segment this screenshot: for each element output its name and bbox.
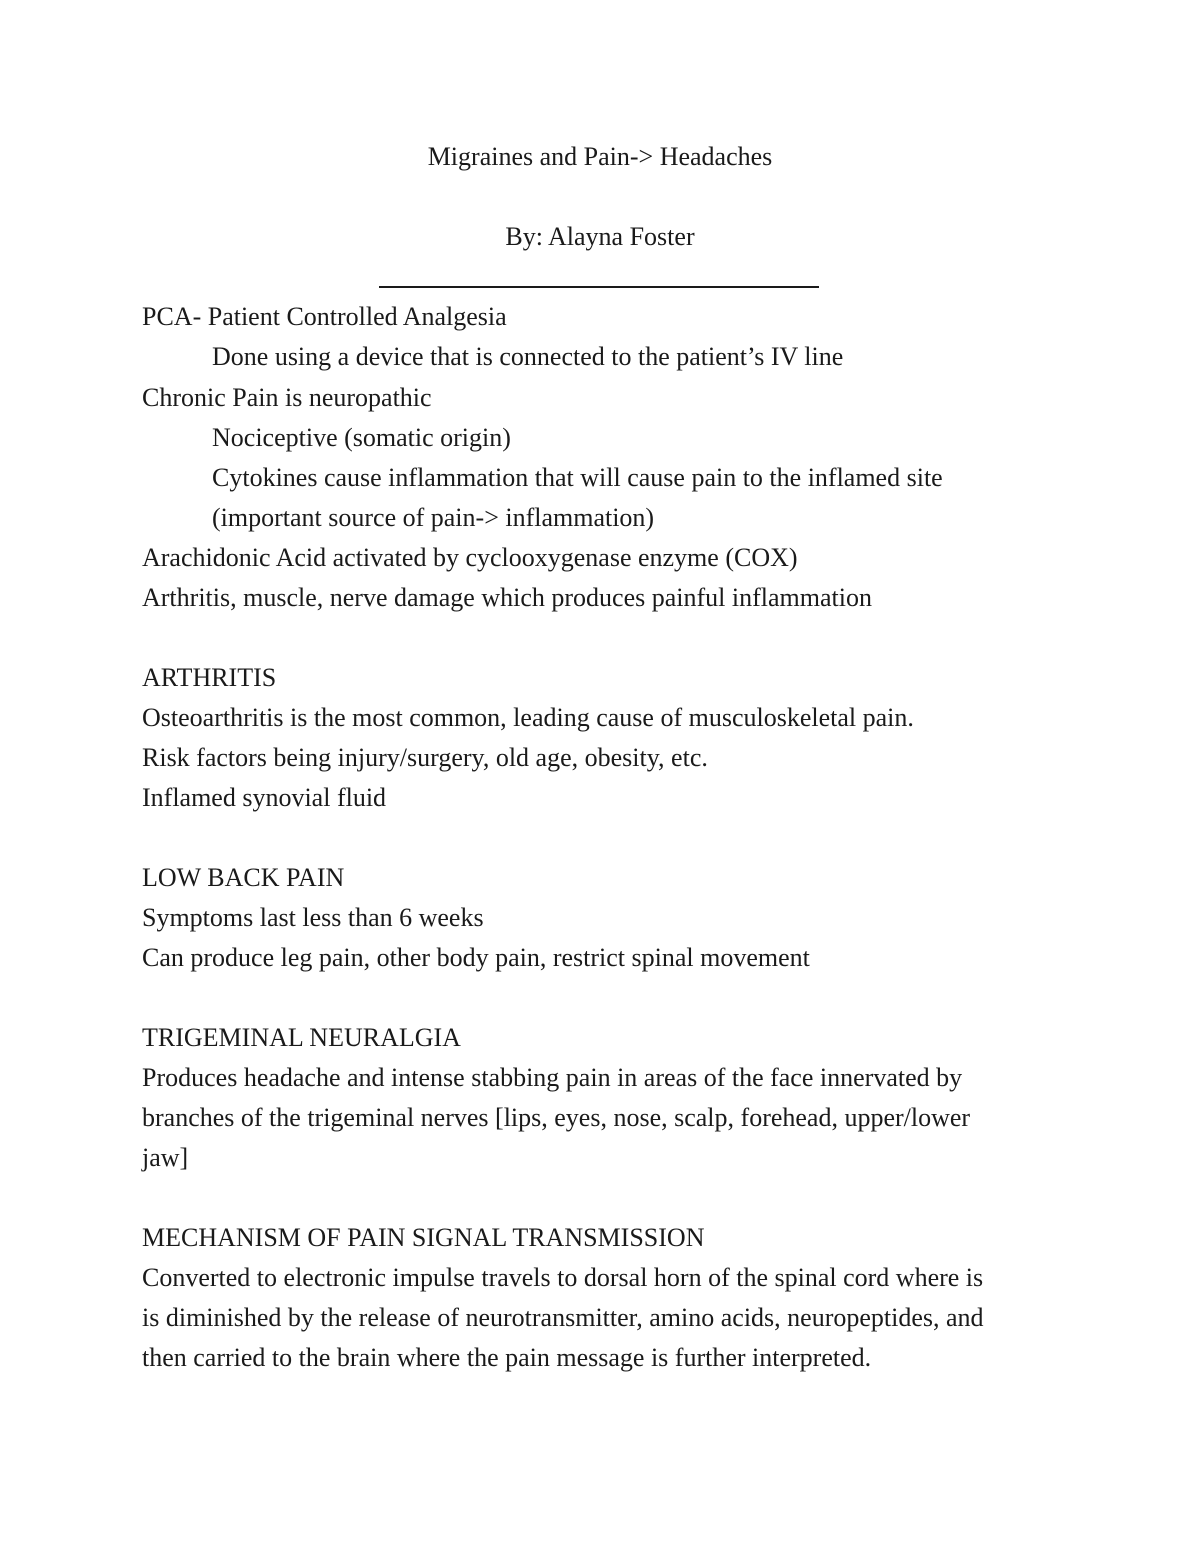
low-back-pain-line: Symptoms last less than 6 weeks (142, 903, 484, 932)
trigeminal-line: Produces headache and intense stabbing pain in areas of the face innervated by (142, 1063, 963, 1092)
chronic-detail-line: (important source of pain-> inflammation) (212, 503, 655, 532)
section-heading-mechanism: MECHANISM OF PAIN SIGNAL TRANSMISSION (142, 1223, 705, 1252)
chronic-detail-line: Cytokines cause inflammation that will cause pain to the inflamed site (212, 463, 943, 492)
title-divider (379, 286, 819, 288)
chronic-detail-line: Nociceptive (somatic origin) (212, 423, 511, 452)
chronic-pain-line: Chronic Pain is neuropathic (142, 383, 432, 412)
mechanism-line: then carried to the brain where the pain message is further interpreted. (142, 1343, 872, 1372)
document-title: Migraines and Pain-> Headaches (427, 142, 773, 171)
trigeminal-line: jaw] (142, 1143, 189, 1172)
pca-detail-line: Done using a device that is connected to the patient’s IV line (212, 342, 844, 371)
document-author: By: Alayna Foster (505, 222, 695, 251)
section-heading-low-back-pain: LOW BACK PAIN (142, 863, 345, 892)
section-heading-arthritis: ARTHRITIS (142, 663, 277, 692)
mechanism-line: Converted to electronic impulse travels to dorsal horn of the spinal cord where is (142, 1263, 984, 1292)
arthritis-line: Osteoarthritis is the most common, leading cause of musculoskeletal pain. (142, 703, 914, 732)
arthritis-summary-line: Arthritis, muscle, nerve damage which produces painful inflammation (142, 583, 872, 612)
arachidonic-line: Arachidonic Acid activated by cyclooxygenase enzyme (COX) (142, 543, 798, 572)
pca-line: PCA- Patient Controlled Analgesia (142, 302, 507, 331)
low-back-pain-line: Can produce leg pain, other body pain, restrict spinal movement (142, 943, 810, 972)
arthritis-line: Inflamed synovial fluid (142, 783, 387, 812)
trigeminal-line: branches of the trigeminal nerves [lips, eyes, nose, scalp, forehead, upper/lower (142, 1103, 971, 1132)
arthritis-line: Risk factors being injury/surgery, old age, obesity, etc. (142, 743, 708, 772)
section-heading-trigeminal: TRIGEMINAL NEURALGIA (142, 1023, 461, 1052)
mechanism-line: is diminished by the release of neurotransmitter, amino acids, neuropeptides, and (142, 1303, 984, 1332)
